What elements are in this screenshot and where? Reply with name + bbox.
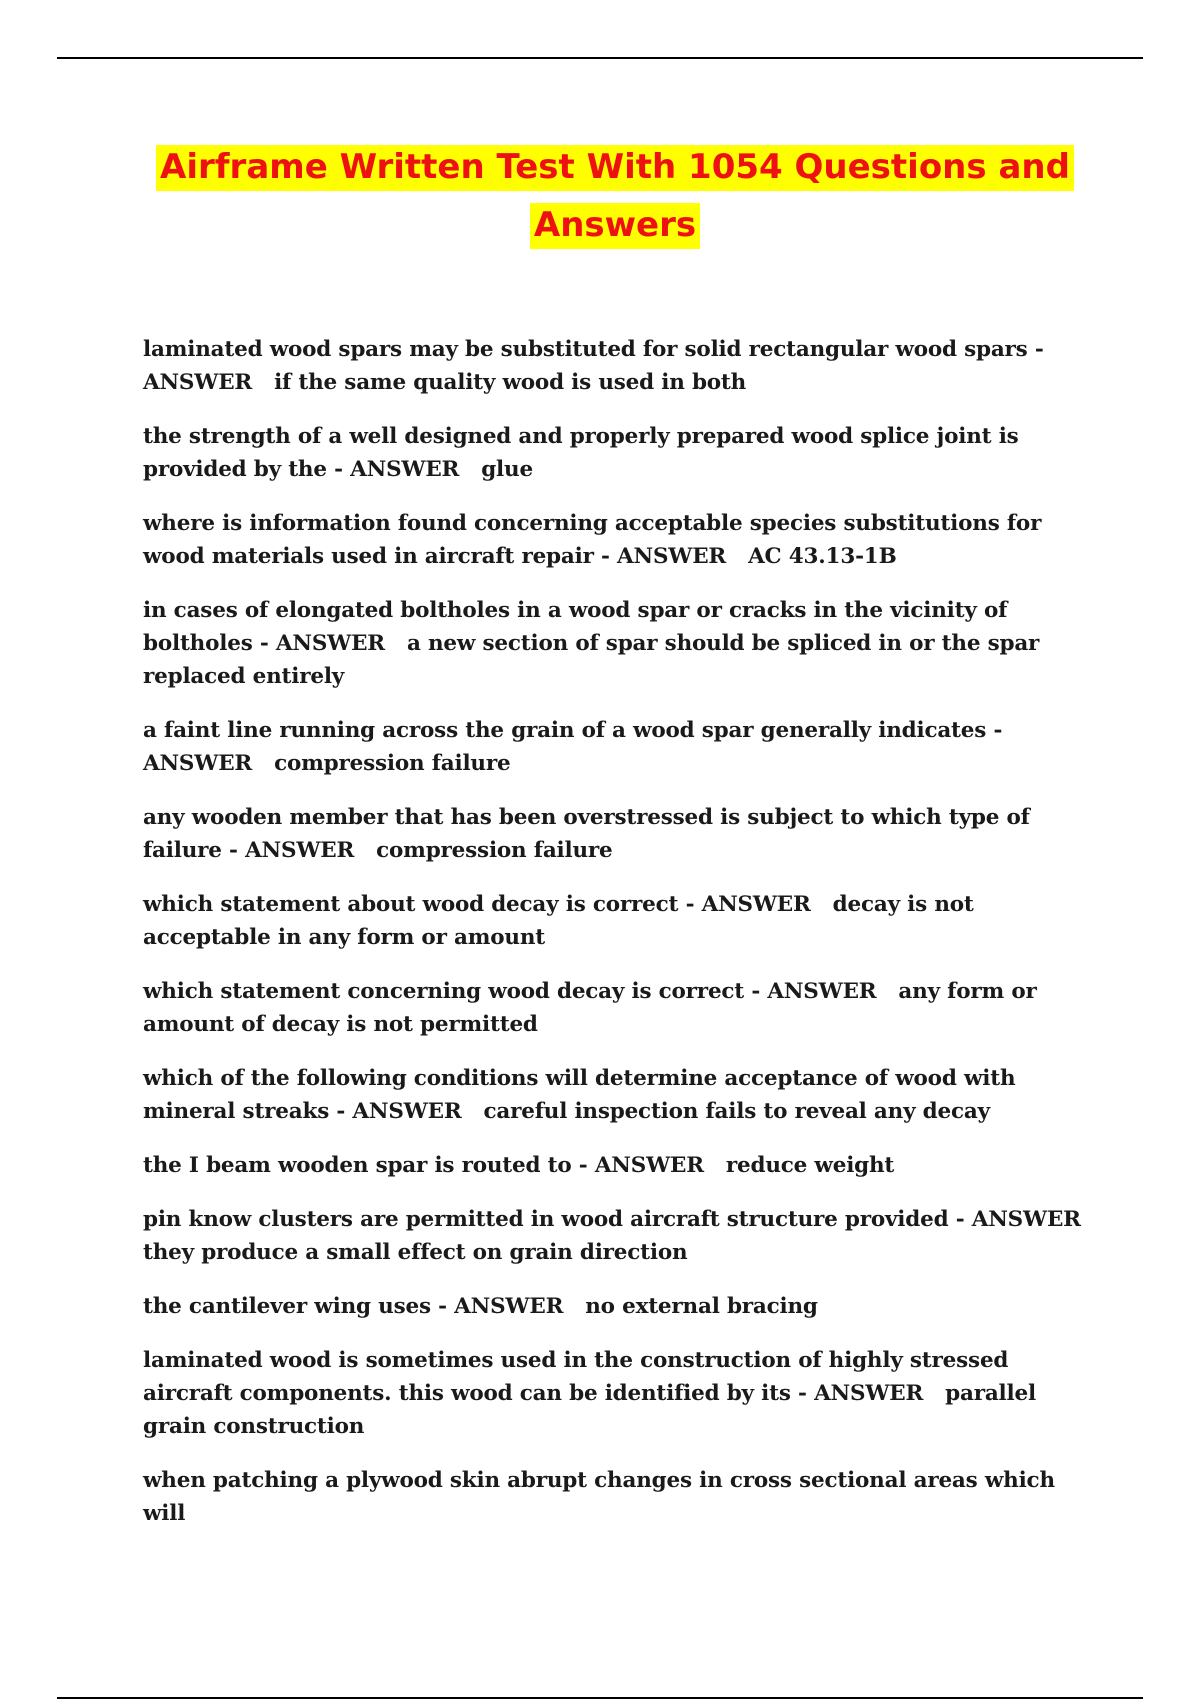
answer-marker: ANSWER (594, 1153, 704, 1178)
qa-list (143, 333, 1103, 1551)
answer-text: careful inspection fails to reveal any decay (483, 1099, 990, 1124)
answer-text: compression failure (376, 838, 613, 863)
qa-item (143, 1203, 1103, 1269)
answer-text: decay is not acceptable in any form or amount (143, 892, 974, 950)
answer-marker: ANSWER (814, 1381, 924, 1406)
answer-marker: ANSWER (971, 1207, 1081, 1232)
qa-item (143, 714, 1103, 780)
question-text: the cantilever wing uses - (143, 1294, 447, 1319)
answer-marker: ANSWER (350, 457, 460, 482)
answer-text: glue (481, 457, 533, 482)
question-text: laminated wood is sometimes used in the construction of highly stressed aircraft components. this wood can be identified by its - (143, 1348, 1009, 1406)
top-rule (57, 57, 1143, 59)
qa-item (143, 975, 1103, 1041)
answer-marker: ANSWER (454, 1294, 564, 1319)
question-text: in cases of elongated boltholes in a wood spar or cracks in the vicinity of boltholes - (143, 598, 1008, 656)
question-text: laminated wood spars may be substituted for solid rectangular wood spars - (143, 337, 1044, 362)
answer-text: any form or amount of decay is not permitted (143, 979, 1037, 1037)
question-text: which statement concerning wood decay is correct - (143, 979, 761, 1004)
title-line-2: Answers (530, 203, 700, 249)
qa-item (143, 1344, 1103, 1443)
answer-marker: ANSWER (245, 838, 355, 863)
answer-marker: ANSWER (275, 631, 385, 656)
qa-item (143, 594, 1103, 693)
question-text: any wooden member that has been overstressed is subject to which type of failure - (143, 805, 1030, 863)
document-title (140, 138, 1090, 254)
question-text: pin know clusters are permitted in wood aircraft structure provided - (143, 1207, 965, 1232)
qa-item (143, 1149, 1103, 1182)
answer-marker: ANSWER (701, 892, 811, 917)
qa-item (143, 333, 1103, 399)
answer-text: they produce a small effect on grain direction (143, 1240, 688, 1265)
answer-text: if the same quality wood is used in both (274, 370, 747, 395)
answer-text: no external bracing (585, 1294, 818, 1319)
answer-marker: ANSWER (143, 370, 253, 395)
answer-text: AC 43.13-1B (748, 544, 897, 569)
trailing-question-text: when patching a plywood skin abrupt changes in cross sectional areas which will (143, 1468, 1055, 1526)
qa-item (143, 1062, 1103, 1128)
bottom-rule (57, 1697, 1143, 1699)
qa-item (143, 420, 1103, 486)
question-text: a faint line running across the grain of a wood spar generally indicates - (143, 718, 1003, 743)
answer-text: parallel grain construction (143, 1381, 1036, 1439)
answer-text: reduce weight (725, 1153, 895, 1178)
qa-item (143, 888, 1103, 954)
question-text: which of the following conditions will determine acceptance of wood with mineral streaks - (143, 1066, 1016, 1124)
answer-text: a new section of spar should be spliced in or the spar replaced entirely (143, 631, 1040, 689)
question-text: the strength of a well designed and properly prepared wood splice joint is provided by the - (143, 424, 1019, 482)
answer-marker: ANSWER (617, 544, 727, 569)
answer-marker: ANSWER (352, 1099, 462, 1124)
qa-item (143, 801, 1103, 867)
title-line-1: Airframe Written Test With 1054 Questions and (156, 145, 1074, 191)
answer-marker: ANSWER (767, 979, 877, 1004)
qa-item (143, 1290, 1103, 1323)
question-text: the I beam wooden spar is routed to - (143, 1153, 588, 1178)
question-text: which statement about wood decay is correct - (143, 892, 695, 917)
question-text: where is information found concerning acceptable species substitutions for wood materials used in aircraft repair - (143, 511, 1042, 569)
answer-text: compression failure (274, 751, 511, 776)
qa-item (143, 507, 1103, 573)
answer-marker: ANSWER (143, 751, 253, 776)
